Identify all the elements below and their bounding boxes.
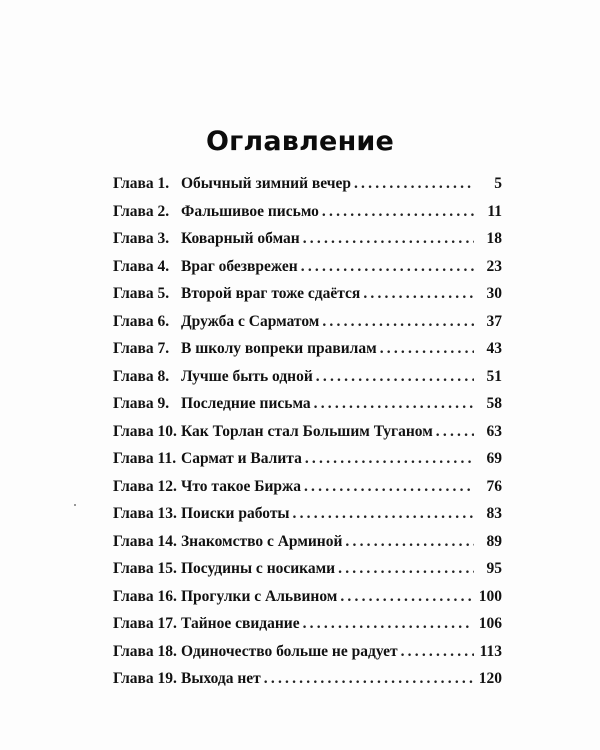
- chapter-title: В школу вопреки правилам: [181, 340, 377, 357]
- dot-leader: [316, 363, 474, 391]
- chapter-title: Одиночество больше не радует: [181, 642, 398, 660]
- chapter-title: Коварный обман: [181, 230, 300, 247]
- toc-entry: [113, 418, 502, 446]
- page-number: 100: [478, 587, 502, 605]
- toc-entry: [113, 225, 502, 253]
- toc-entry: [113, 445, 502, 473]
- chapter-label: Глава 6.: [113, 312, 170, 330]
- dot-leader: [338, 555, 474, 583]
- chapter-label: Глава 4.: [113, 257, 170, 275]
- dot-leader: [304, 473, 474, 501]
- scan-speck: [74, 504, 76, 506]
- chapter-label: Глава 10.: [113, 422, 177, 440]
- toc-entry: [113, 610, 502, 638]
- chapter-label: Глава 16.: [113, 587, 177, 605]
- chapter-title: Лучше быть одной: [181, 367, 313, 385]
- page-number: 18: [486, 230, 502, 247]
- toc-entry: [113, 638, 502, 666]
- chapter-label: Глава 3.: [113, 230, 170, 247]
- dot-leader: [345, 528, 474, 556]
- page-number: 30: [486, 285, 502, 302]
- chapter-title: Поиски работы: [181, 505, 290, 522]
- toc-entry: [113, 308, 502, 336]
- dot-leader: [303, 225, 474, 253]
- page-number: 37: [486, 312, 502, 330]
- chapter-label: Глава 19.: [113, 670, 177, 687]
- dot-leader: [301, 253, 474, 281]
- page-number: 63: [486, 422, 502, 440]
- toc-entry: [113, 280, 502, 308]
- chapter-title: Прогулки с Альвином: [181, 587, 338, 605]
- chapter-title: Посудины с носиками: [181, 560, 336, 577]
- toc-entry: [113, 555, 502, 583]
- dot-leader: [354, 170, 474, 198]
- chapter-label: Глава 7.: [113, 340, 170, 357]
- chapter-label: Глава 13.: [113, 505, 177, 522]
- page-number: 106: [478, 615, 502, 632]
- chapter-label: Глава 5.: [113, 285, 170, 302]
- chapter-title: Что такое Биржа: [181, 477, 301, 495]
- page-number: 51: [486, 367, 502, 385]
- page-number: 83: [486, 505, 502, 522]
- chapter-label: Глава 11.: [113, 450, 177, 467]
- chapter-title: Последние письма: [181, 395, 311, 412]
- page-number: 69: [486, 450, 502, 467]
- dot-leader: [314, 390, 474, 418]
- chapter-title: Сармат и Валита: [181, 450, 302, 467]
- dot-leader: [293, 500, 474, 528]
- toc-entry: [113, 500, 502, 528]
- page-number: 120: [478, 670, 502, 687]
- page-number: 95: [486, 560, 502, 577]
- dot-leader: [401, 638, 474, 666]
- dot-leader: [436, 418, 474, 446]
- toc-entry: [113, 390, 502, 418]
- chapter-title: Как Торлан стал Большим Туганом: [181, 422, 433, 440]
- table-of-contents: [113, 170, 502, 693]
- dot-leader: [264, 665, 473, 693]
- page-number: 58: [486, 395, 502, 412]
- chapter-title: Выхода нет: [181, 670, 261, 687]
- chapter-label: Глава 15.: [113, 560, 177, 577]
- chapter-label: Глава 9.: [113, 395, 170, 412]
- chapter-label: Глава 12.: [113, 477, 177, 495]
- chapter-title: Тайное свидание: [181, 615, 300, 632]
- toc-entry: [113, 170, 502, 198]
- toc-entry: [113, 473, 502, 501]
- page-number: 76: [486, 477, 502, 495]
- page-number: 113: [479, 642, 502, 660]
- toc-entry: [113, 198, 502, 226]
- dot-leader: [340, 583, 472, 611]
- dot-leader: [303, 610, 473, 638]
- chapter-label: Глава 8.: [113, 367, 170, 385]
- chapter-title: Дружба с Сарматом: [181, 312, 320, 330]
- page-number: 11: [487, 202, 502, 220]
- toc-entry: [113, 528, 502, 556]
- page-title: Оглавление: [205, 126, 395, 158]
- dot-leader: [380, 335, 474, 363]
- chapter-label: Глава 14.: [113, 532, 177, 550]
- chapter-title: Фальшивое письмо: [181, 202, 319, 220]
- dot-leader: [305, 445, 474, 473]
- page-number: 89: [486, 532, 502, 550]
- chapter-title: Обычный зимний вечер: [181, 175, 351, 192]
- chapter-label: Глава 18.: [113, 642, 177, 660]
- toc-entry: [113, 363, 502, 391]
- page-number: 23: [486, 257, 502, 275]
- chapter-title: Второй враг тоже сдаётся: [181, 285, 361, 302]
- chapter-label: Глава 2.: [113, 202, 170, 220]
- toc-entry: [113, 665, 502, 693]
- chapter-label: Глава 1.: [113, 175, 170, 192]
- chapter-title: Знакомство с Арминой: [181, 532, 343, 550]
- dot-leader: [322, 198, 474, 226]
- page-number: 5: [494, 175, 502, 192]
- dot-leader: [363, 280, 474, 308]
- toc-entry: [113, 253, 502, 281]
- chapter-title: Враг обезврежен: [181, 257, 298, 275]
- toc-entry: [113, 335, 502, 363]
- dot-leader: [322, 308, 474, 336]
- page-number: 43: [486, 340, 502, 357]
- toc-entry: [113, 583, 502, 611]
- chapter-label: Глава 17.: [113, 615, 177, 632]
